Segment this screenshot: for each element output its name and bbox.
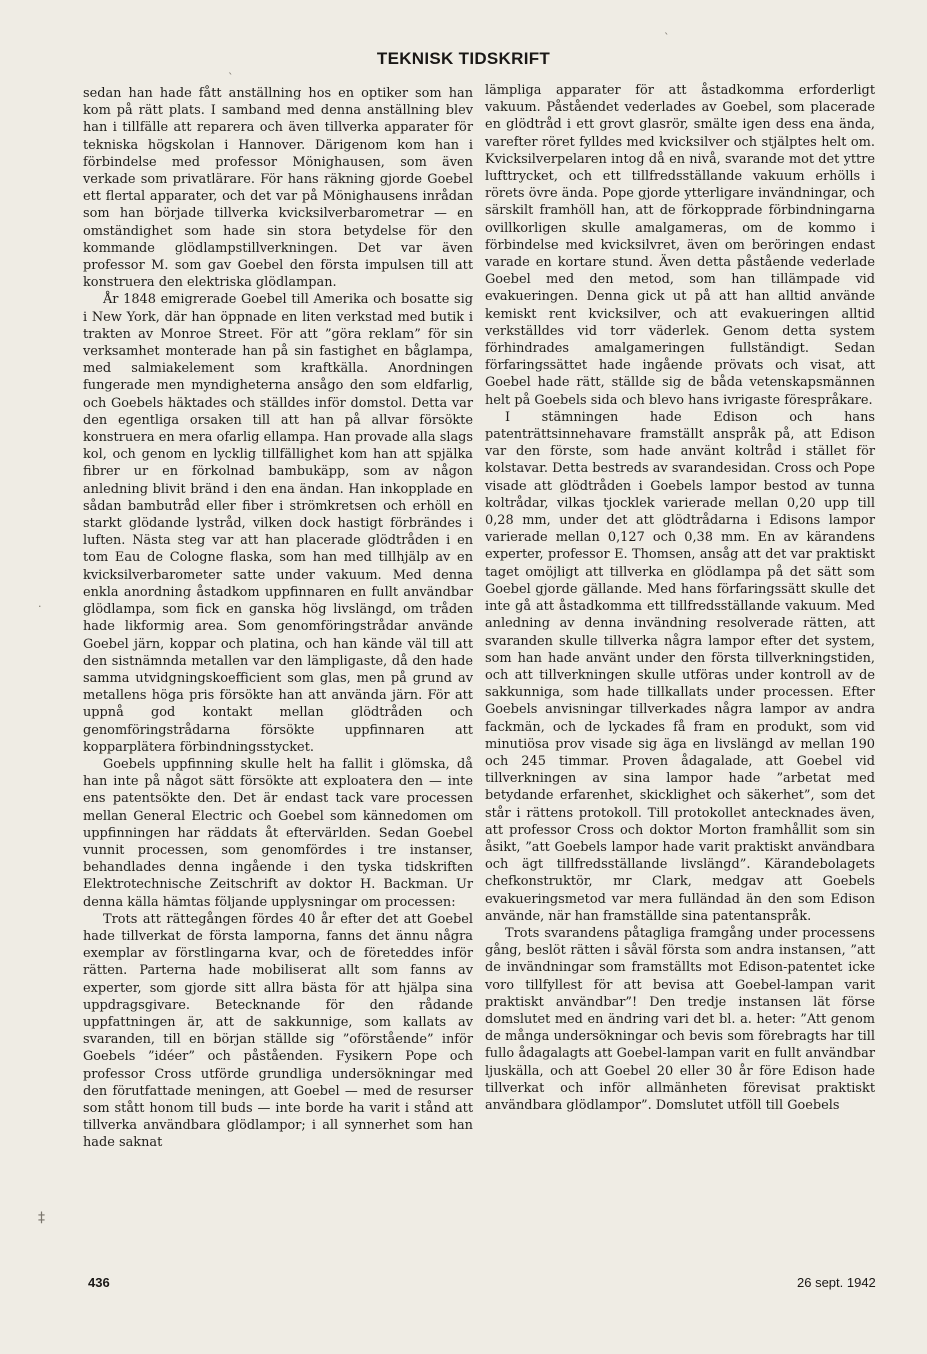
journal-title: TEKNISK TIDSKRIFT	[376, 49, 551, 68]
paragraph: Goebels uppfinning skulle helt ha fallit i glömska, då han inte på något sätt försökte att exploatera den — inte ens patentsökte den. Det är endast tack vare processen mellan General Electric och Goebel som kännedomen om uppfinningen har räddats åt eftervärlden. Sedan Goebel vunnit processen, som genomfördes i tre instanser, behandlades denna ingående i den tyska tidskriften Elektrotechnische Zeitschrift av doktor H. Backman. Ur denna källa hämtas följande upplysningar om processen:	[83, 756, 473, 910]
paragraph: I stämningen hade Edison och hans patenträttsinnehavare framställt anspråk på, att Edison var den förste, som hade använt koltråd i stället för kolstavar. Detta bestreds av svarandesidan. Cross och Pope visade att glödtråden i Goebels lampor bestod av tunna koltrådar, vilkas tjocklek varierade mellan 0,20 upp till 0,28 mm, under det att glödtrådarna i Edisons lampor varierade mellan 0,127 och 0,38 mm. En av kärandens experter, professor E. Thomsen, ansåg att det var praktiskt taget omöjligt att tillverka en glödlampa på det sätt som Goebel gjorde gällande. Med hans förfaringssätt skulle det inte gå att åstadkomma ett tillfredsställande vakuum. Med anledning av denna invändning resolverade rätten, att svaranden skulle tillverka några lampor efter det system, som han hade använt under den första tillverkningstiden, och att tillverkningen skulle utföras under kontroll av de sakkunniga, som hade tillkallats under processen. Efter Goebels anvisningar tillverkades några lampor av andra fackmän, och de lyckades få fram en produkt, som vid minutiösa prov visade sig äga en livslängd av mellan 190 och 245 timmar. Proven ådagalade, att Goebel vid tillverkningen av sina lampor hade ”arbetat med betydande erfarenhet, skicklighet och säkerhet”, som det står i rättens protokoll. Till protokollet antecknades även, att professor Cross och doktor Morton framhållit som sin åsikt, ”att Goebels lampor hade varit praktiskt användbara och ägt tillfredsställande livslängd”. Kärandebolagets chefkonstruktör, mr Clark, medgav att Goebels evakueringsmetod var mera fulländad än den som Edison använde, när han framställde sina patentanspråk.	[485, 409, 875, 924]
right-column	[485, 82, 875, 1114]
print-mark: ˎ	[664, 22, 670, 35]
paragraph: sedan han hade fått anställning hos en optiker som han kom på rätt plats. I samband med denna anställning blev han i tillfälle att reparera och även tillverka apparater för tekniska högskolan i Hannover. Därigenom kom han i förbindelse med professor Mönighausen, som även verkade som privatlärare. För hans räkning gjorde Goebel ett flertal apparater, och det var på Mönighausens inrådan som han började tillverka kvicksilverbarometrar — en omständighet som hade sin stora betydelse för den kommande glödlampstillverkningen. Det var även professor M. som gav Goebel den första impulsen till att konstruera den elektriska glödlampan.	[83, 86, 473, 291]
paragraph: År 1848 emigrerade Goebel till Amerika och bosatte sig i New York, där han öppnade en liten verkstad med butik i trakten av Monroe Street. För att ”göra reklam” för sin verksamhet monterade han på sin fastighet en båglampa, med salmiakelement som kraftkälla. Anordningen fungerade men myndigheterna ansågo den som eldfarlig, och Goebels häktades och ställdes inför domstol. Detta var den egentliga orsaken till att han på allvar försökte konstruera en mera ofarlig ellampa. Han provade alla slags kol, och genom en lycklig tillfällighet kom han att spjälka fibrer ur en förkolnad bambukäpp, som av någon anledning blivit bränd i den ena ändan. Han inkopplade en sådan bambutråd eller fiber i strömkretsen och erhöll en starkt glödande lystråd, vilken dock hastigt förbrändes i luften. Nästa steg var att han placerade glödtråden i en tom Eau de Cologne flaska, som han med tillhjälp av en kvicksilverbarometer satte under vakuum. Med denna enkla anordning åstadkom uppfinnaren en fullt användbar glödlampa, som fick en ganska hög livslängd, om tråden hade likformig area. Som genomföringstrådar använde Goebel järn, koppar och platina, och han kände väl till att den sistnämnda metallen var den lämpligaste, då den hade samma utvidgningskoefficient som glas, men på grund av metallens höga pris försökte han att använda järn. För att uppnå god kontakt mellan glödtråden och genomföringstrådarna försökte uppfinnaren att kopparplätera förbindningsstycket.	[83, 292, 473, 755]
paragraph: lämpliga apparater för att åstadkomma erforderligt vakuum. Påståendet vederlades av Goebel, som placerade en glödtråd i ett grovt glasrör, smälte igen dess ena ända, varefter röret fylldes med kvicksilver och stjälptes helt om. Kvicksilverpelaren intog då en nivå, svarande mot det yttre lufttrycket, och ett tillfredsställande vakuum erhölls i rörets övre ända. Pope gjorde ytterligare invändningar, och särskilt framhöll han, att de förkopprade förbindningarna ovillkorligen skulle amalgameras, om de kommo i förbindelse med kvicksilvret, även om beröringen endast varade en kortare stund. Även detta påstående vederlade Goebel med den metod, som han tillämpade vid evakueringen. Denna gick ut på att han alltid använde kemiskt rent kvicksilver, och att evakueringen alltid verkställdes vid torr väderlek. Genom detta system förhindrades amalgameringen fullständigt. Sedan förfaringssättet hade ingående prövats och visat, att Goebel hade rätt, ställde sig de båda vetenskapsmännen helt på Goebels sida och blevo hans ivrigaste förespråkare.	[485, 83, 875, 408]
left-column	[83, 85, 473, 1152]
print-mark: ‡	[38, 1210, 45, 1226]
issue-date: 26 sept. 1942	[797, 1275, 876, 1290]
paragraph: Trots att rättegången fördes 40 år efter det att Goebel hade tillverkat de första lamporna, fanns det ännu några exemplar av förstlingarna kvar, och de företeddes inför rätten. Parterna hade mobiliserat allt som fanns av experter, som gjorde sitt allra bästa för att hjälpa sina uppdragsgivare. Betecknande för den rådande uppfattningen är, att de sakkunnige, som kallats av svaranden, till en början ställde sig ”oförstående” inför Goebels ”idéer” och påståenden. Fysikern Pope och professor Cross utförde grundliga undersökningar med den förutfattade meningen, att Goebel — med de resurser som stått honom till buds — inte borde ha varit i stånd att tillverka användbara glödlampor; i all synnerhet som han hade saknat	[83, 911, 473, 1151]
print-mark: ˎ	[228, 62, 234, 75]
print-mark: ·	[38, 600, 42, 613]
page-number: 436	[88, 1275, 110, 1290]
paragraph: Trots svarandens påtagliga framgång under processens gång, beslöt rätten i såväl första som andra instansen, ”att de invändningar som framställts mot Edison-patentet icke voro tillfyllest för att bevisa att Goebel-lampan varit praktiskt användbar”! Den tredje instansen lät förse domslutet med en ändring vari det bl. a. heter: ”Att genom de många undersökningar och bevis som förebragts har till fullo ådagalagts att Goebel-lampan varit en fullt användbar ljuskälla, och att Goebel 20 eller 30 år före Edison hade tillverkat och inför allmänheten förevisat praktiskt användbara glödlampor”. Domslutet utföll till Goebels	[485, 925, 875, 1113]
